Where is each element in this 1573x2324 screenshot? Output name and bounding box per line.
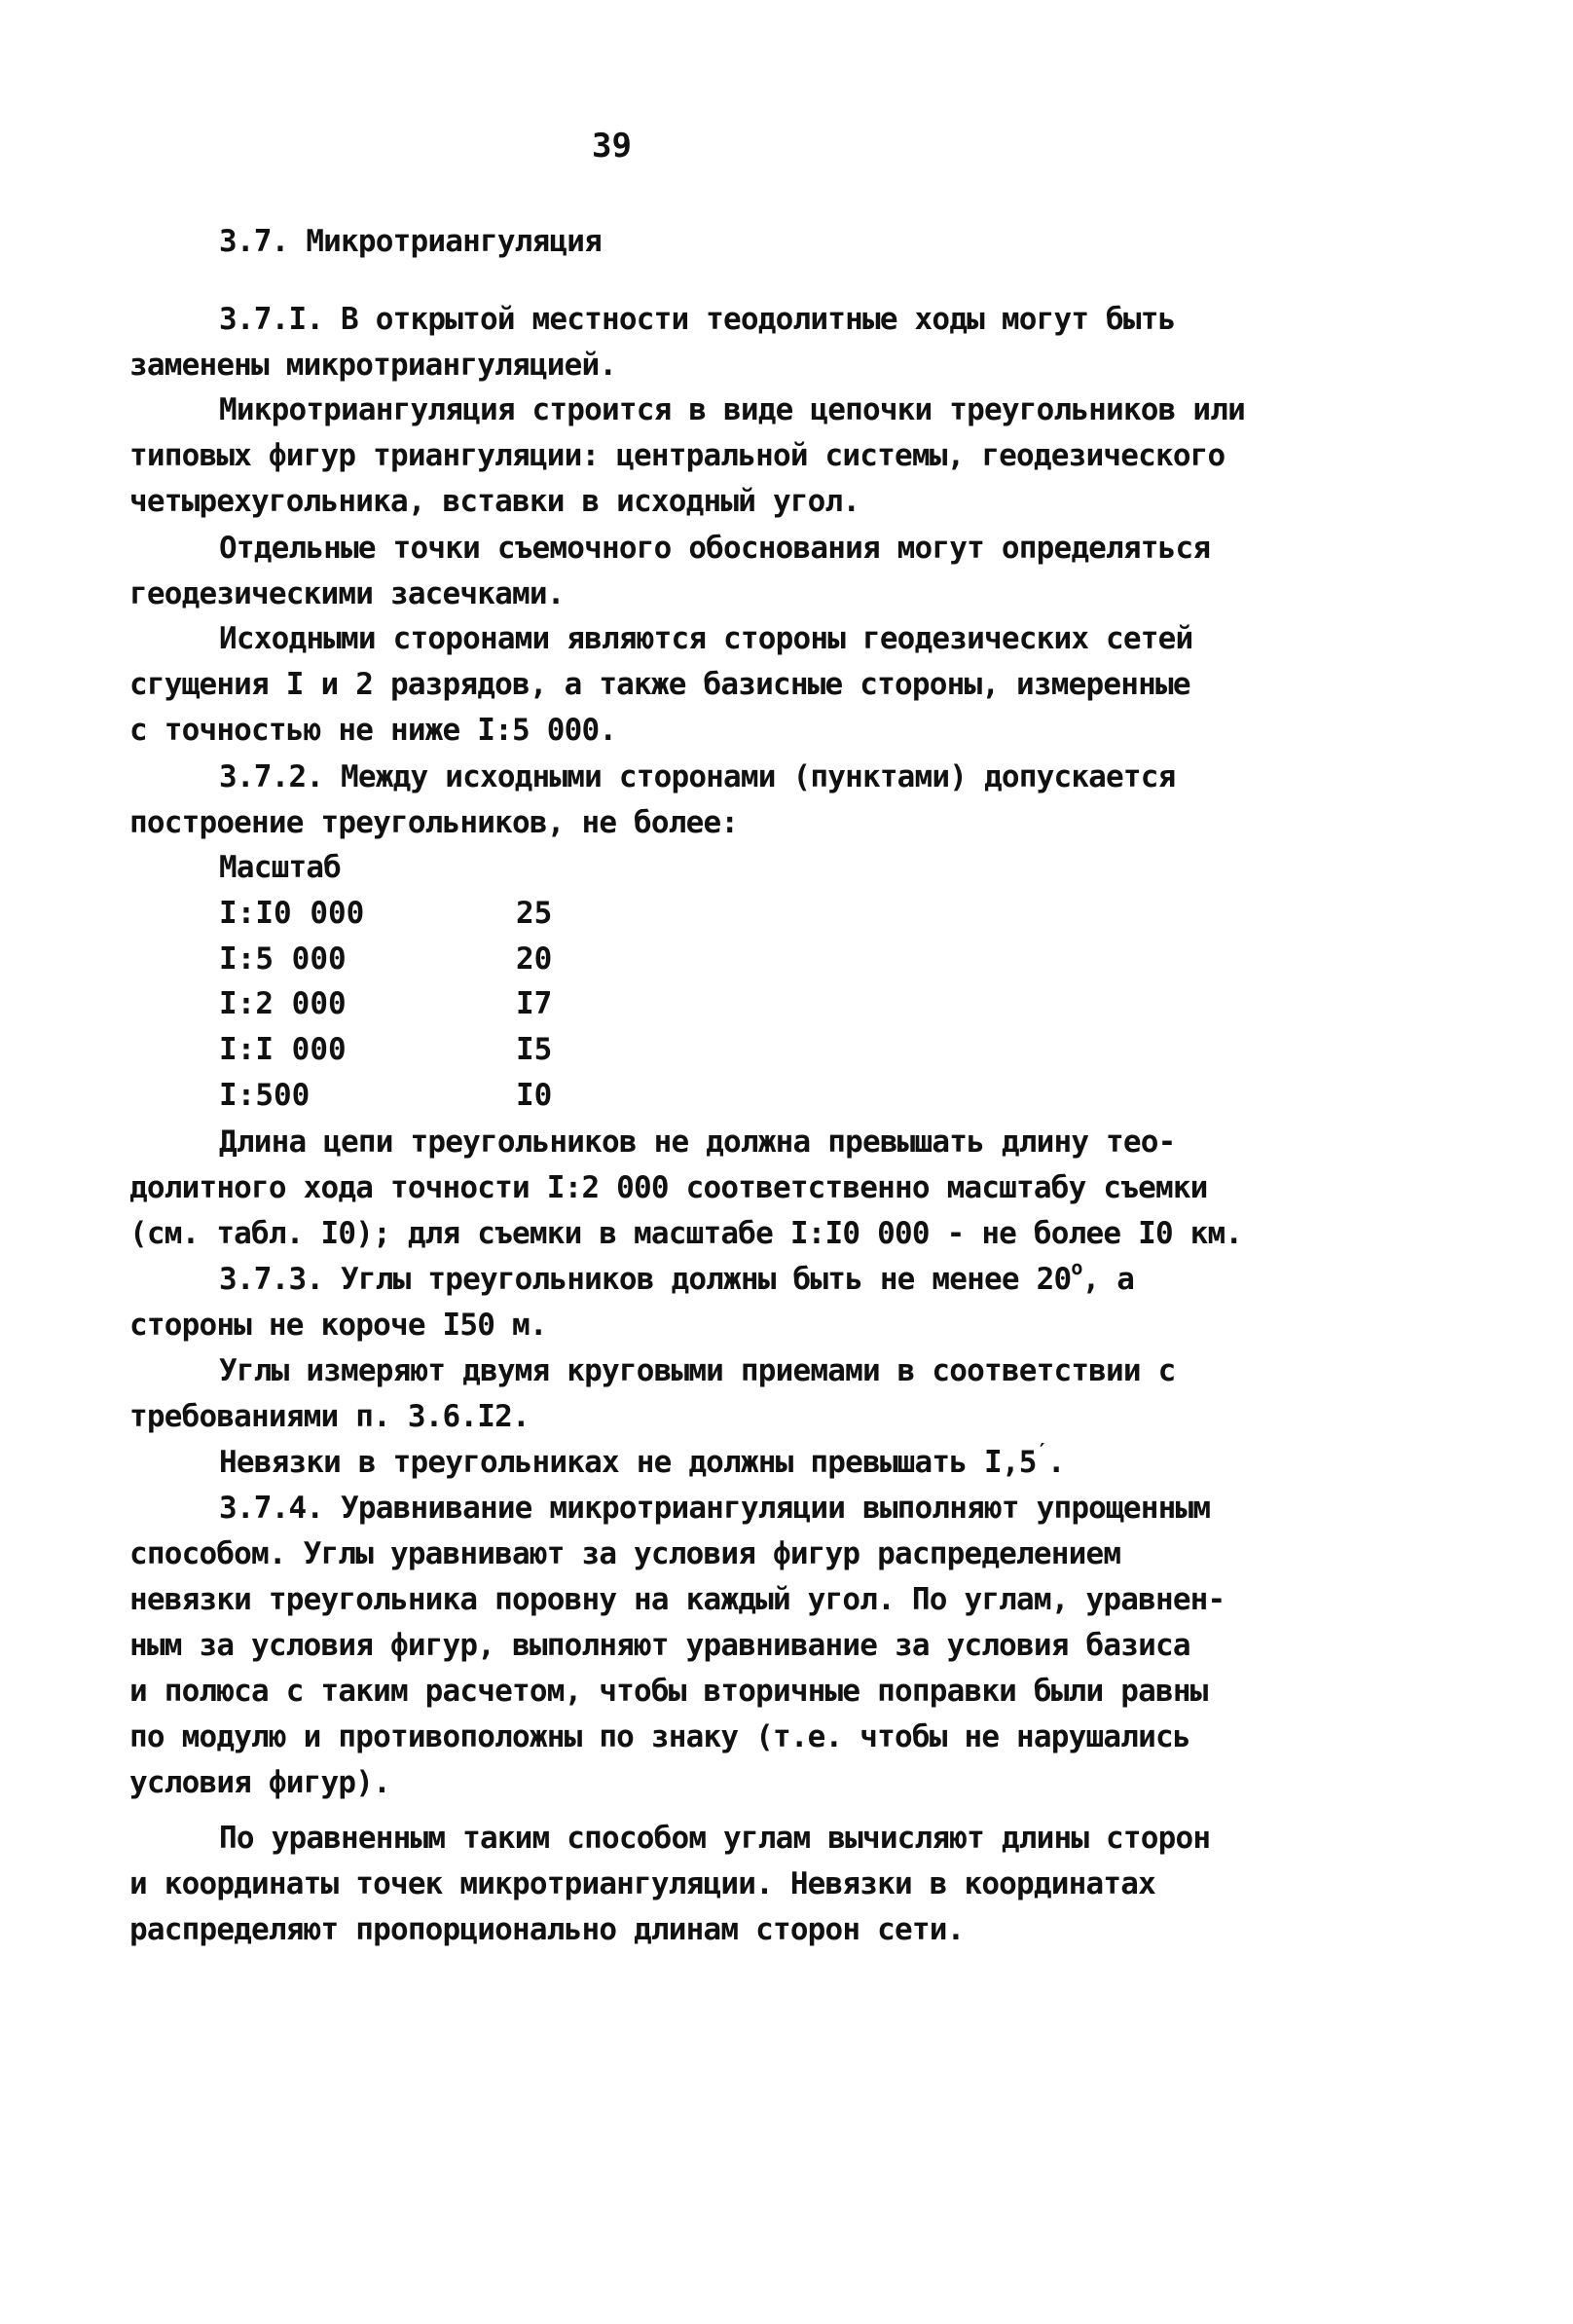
page-number: 39 — [592, 127, 632, 166]
paragraph-line: 3.7.I. В открытой местности теодолитные ходы могут быть — [219, 302, 1176, 337]
paragraph-line: Исходными сторонами являются стороны геодезических сетей — [219, 621, 1193, 656]
paragraph-line: геодезическими засечками. — [129, 576, 565, 611]
misclosure-suffix: . — [1046, 1445, 1065, 1480]
prime-mark: ′ — [1036, 1439, 1047, 1462]
paragraph-line: заменены микротриангуляцией. — [129, 348, 617, 383]
table-value-cell: I5 — [516, 1032, 553, 1067]
paragraph-line: Отдельные точки съемочного обоснования могут определяться — [219, 531, 1211, 566]
paragraph-line: стороны не короче I50 м. — [129, 1308, 547, 1343]
table-header: Масштаб — [219, 850, 342, 885]
misclosure-text: Невязки в треугольниках не должны превышать I,5 — [219, 1445, 1037, 1480]
paragraph-line: по модулю и противоположны по знаку (т.е. чтобы не нарушались — [129, 1719, 1190, 1754]
table-value-cell: I7 — [516, 986, 553, 1021]
angles-suffix: , а — [1081, 1262, 1135, 1297]
paragraph-line: и полюса с таким расчетом, чтобы вторичные поправки были равны — [129, 1674, 1208, 1709]
paragraph-line: невязки треугольника поровну на каждый угол. По углам, уравнен- — [129, 1582, 1225, 1617]
table-value-cell: I0 — [516, 1078, 553, 1113]
paragraph-line: с точностью не ниже I:5 000. — [129, 713, 617, 748]
paragraph-line: По уравненным таким способом углам вычисляют длины сторон — [219, 1821, 1211, 1856]
degree-mark: о — [1071, 1256, 1082, 1279]
paragraph-line: требованиями п. 3.6.I2. — [129, 1399, 530, 1434]
paragraph-line: способом. Углы уравнивают за условия фигур распределением — [129, 1536, 1121, 1571]
table-scale-cell: I:5 000 — [219, 941, 347, 977]
paragraph-line: ным за условия фигур, выполняют уравнивание за условия базиса — [129, 1628, 1190, 1663]
paragraph-line — [219, 1439, 1065, 1480]
paragraph-line: типовых фигур триангуляции: центральной системы, геодезического — [129, 438, 1225, 473]
table-value-cell: 25 — [516, 896, 553, 931]
paragraph-line: сгущения I и 2 разрядов, а также базисные стороны, измеренные — [129, 667, 1190, 702]
paragraph-line: долитного хода точности I:2 000 соответственно масштабу съемки — [129, 1170, 1208, 1205]
paragraph-line: условия фигур). — [129, 1765, 390, 1800]
table-scale-cell: I:I 000 — [219, 1032, 347, 1067]
paragraph-line: 3.7.4. Уравнивание микротриангуляции выполняют упрощенным — [219, 1491, 1211, 1526]
paragraph-line: (см. табл. I0); для съемки в масштабе I:I0 000 - не более I0 км. — [129, 1216, 1243, 1251]
paragraph-line: построение треугольников, не более: — [129, 805, 739, 840]
table-scale-cell: I:2 000 — [219, 986, 347, 1021]
paragraph-line: распределяют пропорционально длинам сторон сети. — [129, 1912, 965, 1947]
angles-text: 3.7.3. Углы треугольников должны быть не менее 20 — [219, 1262, 1072, 1297]
paragraph-line — [219, 1256, 1135, 1297]
table-value-cell: 20 — [516, 941, 553, 977]
paragraph-line: Микротриангуляция строится в виде цепочки треугольников или — [219, 392, 1245, 427]
paragraph-line: Длина цепи треугольников не должна превышать длину тео- — [219, 1125, 1176, 1160]
paragraph-line: 3.7.2. Между исходными сторонами (пунктами) допускается — [219, 759, 1176, 794]
paragraph-line: Углы измеряют двумя круговыми приемами в соответствии с — [219, 1353, 1176, 1388]
table-scale-cell: I:I0 000 — [219, 896, 365, 931]
section-title: 3.7. Микротриангуляция — [219, 224, 602, 259]
table-scale-cell: I:500 — [219, 1078, 311, 1113]
paragraph-line: и координаты точек микротриангуляции. Невязки в координатах — [129, 1866, 1155, 1901]
paragraph-line: четырехугольника, вставки в исходный угол. — [129, 484, 860, 519]
